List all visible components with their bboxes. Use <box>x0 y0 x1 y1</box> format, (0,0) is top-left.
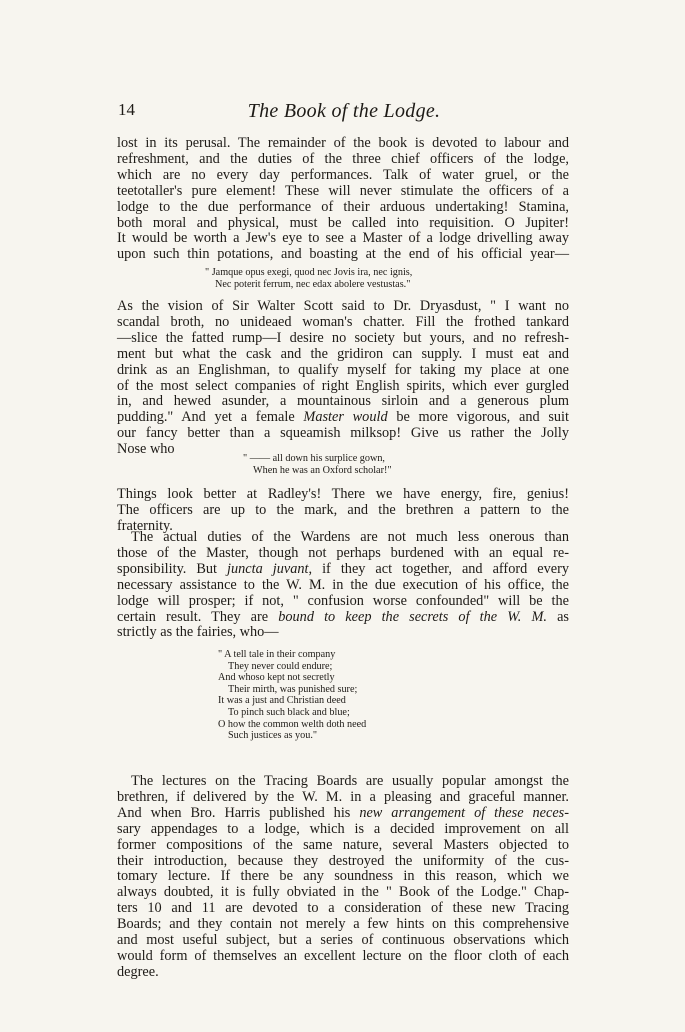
text-line: tomary lecture. If there be any soundness in this reason, which we <box>117 868 569 885</box>
text-line: of the most select companies of right English spirits, which ever gurgled <box>117 377 569 394</box>
text-line: Things look better at Radley's! There we have energy, fire, genius! <box>117 486 569 502</box>
page-header <box>118 100 570 124</box>
quote-line: Nec poterit ferrum, nec edax abolere vestustas." <box>215 278 411 290</box>
text-line: Boards; and they contain not merely a few hints on this comprehensive <box>117 916 569 933</box>
text-line: our fancy better than a squeamish milksop! Give us rather the Jolly <box>117 425 569 442</box>
text-line: It would be worth a Jew's eye to see a Master of a lodge drivelling away <box>117 230 569 247</box>
text-line: The lectures on the Tracing Boards are usually popular amongst the <box>131 773 569 789</box>
text-line: lodge to the due performance of their arduous undertaking! Stamina, <box>117 198 569 215</box>
quote-line: O how the common welth doth need <box>218 718 367 730</box>
quote-line: It was a just and Christian deed <box>218 695 346 707</box>
verse-quote <box>243 453 392 476</box>
page-number: 14 <box>118 100 135 119</box>
text-line: lodge will prosper; if not, " confusion worse confounded" will be the <box>117 592 569 609</box>
text-line: their introduction, because they destroyed the uniformity of the cus- <box>117 852 569 869</box>
text-line: sary appendages to a lodge, which is a decided improvement on all <box>117 820 569 837</box>
italic-phrase: bound to keep the secrets of the W. M. <box>278 608 547 625</box>
text-line: scandal broth, no unideaed woman's chatter. Fill the frothed tankard <box>117 313 569 330</box>
text-line: The officers are up to the mark, and the brethren a pattern to the <box>117 501 569 518</box>
quote-line: They never could endure; <box>228 660 333 672</box>
text-line: necessary assistance to the W. M. in the due execution of his office, the <box>117 576 569 593</box>
italic-phrase: Master would <box>303 409 388 426</box>
text-line: pudding." And yet a female Master would be more vigorous, and suit <box>117 409 570 426</box>
running-head: The Book of the Lodge. <box>247 100 441 122</box>
quote-line: " —— all down his surplice gown, <box>243 453 385 464</box>
text-line: As the vision of Sir Walter Scott said to Dr. Dryasdust, " I want no <box>117 298 569 314</box>
text-line: always doubted, it is fully obviated in the " Book of the Lodge." Chap- <box>117 884 569 901</box>
latin-quote <box>205 267 412 290</box>
quote-line: And whoso kept not secretly <box>218 672 335 684</box>
text-line: in, and hewed asunder, a mountainous sirloin and a generous plum <box>117 393 569 410</box>
quote-line: Their mirth, was punished sure; <box>228 683 358 695</box>
text-line: which are no every day performances. Talk of water gruel, or the <box>117 166 569 183</box>
text-line: those of the Master, though not perhaps burdened with an equal re- <box>117 544 569 561</box>
italic-phrase: new arrangement of these neces- <box>359 804 569 821</box>
paragraph-5 <box>117 774 569 981</box>
quote-line: Such justices as you." <box>228 730 318 742</box>
text-line: refreshment, and the duties of the three chief officers of the lodge, <box>117 150 569 167</box>
text-line: former compositions of the same nature, several Masters objected to <box>117 836 569 853</box>
quote-line: When he was an Oxford scholar!" <box>253 464 392 476</box>
text-line: And when Bro. Harris published his new arrangement of these neces- <box>117 804 569 821</box>
italic-phrase: juncta juvant <box>227 560 309 577</box>
quote-line: " A tell tale in their company <box>218 649 336 660</box>
quote-line: To pinch such black and blue; <box>228 706 350 718</box>
text-line: strictly as the fairies, who— <box>117 624 279 641</box>
text-line: —slice the fatted rump—I desire no society but yours, and no refresh- <box>117 329 569 346</box>
text-line: fraternity. <box>117 517 173 534</box>
text-line: and most useful subject, but a series of continuous observations which <box>117 932 569 949</box>
text-line: teetotaller's pure element! These will never stimulate the officers of a <box>117 182 569 199</box>
paragraph-2 <box>117 299 569 458</box>
text-line: both moral and physical, must be called into requisition. O Jupiter! <box>117 214 569 231</box>
text-line: upon such thin potations, and boasting at the end of his official year— <box>117 246 569 263</box>
quote-line: " Jamque opus exegi, quod nec Jovis ira, nec ignis, <box>205 267 413 278</box>
text-line: brethren, if delivered by the W. M. in a pleasing and graceful manner. <box>117 788 569 805</box>
paragraph-3 <box>117 487 569 535</box>
text-line: The actual duties of the Wardens are not much less onerous than <box>131 529 569 545</box>
text-line: ters 10 and 11 are devoted to a consideration of these new Tracing <box>117 900 569 917</box>
text-line: Nose who <box>117 441 175 458</box>
text-line: lost in its perusal. The remainder of the book is devoted to labour and <box>117 135 569 151</box>
paragraph-1 <box>117 136 569 263</box>
text-line: drink as an Englishman, to qualify myself for taking my place at one <box>117 361 569 378</box>
paragraph-4 <box>117 530 569 641</box>
text-line: ment but what the cask and the gridiron can supply. I must eat and <box>117 345 569 362</box>
text-line: degree. <box>117 963 159 980</box>
text-line: would form of themselves an excellent lecture on the floor cloth of each <box>117 947 569 964</box>
text-line: sponsibility. But juncta juvant, if they act together, and afford every <box>117 560 569 577</box>
text-line: certain result. They are bound to keep the secrets of the W. M. as <box>117 608 569 625</box>
ballad-quote <box>218 649 366 742</box>
